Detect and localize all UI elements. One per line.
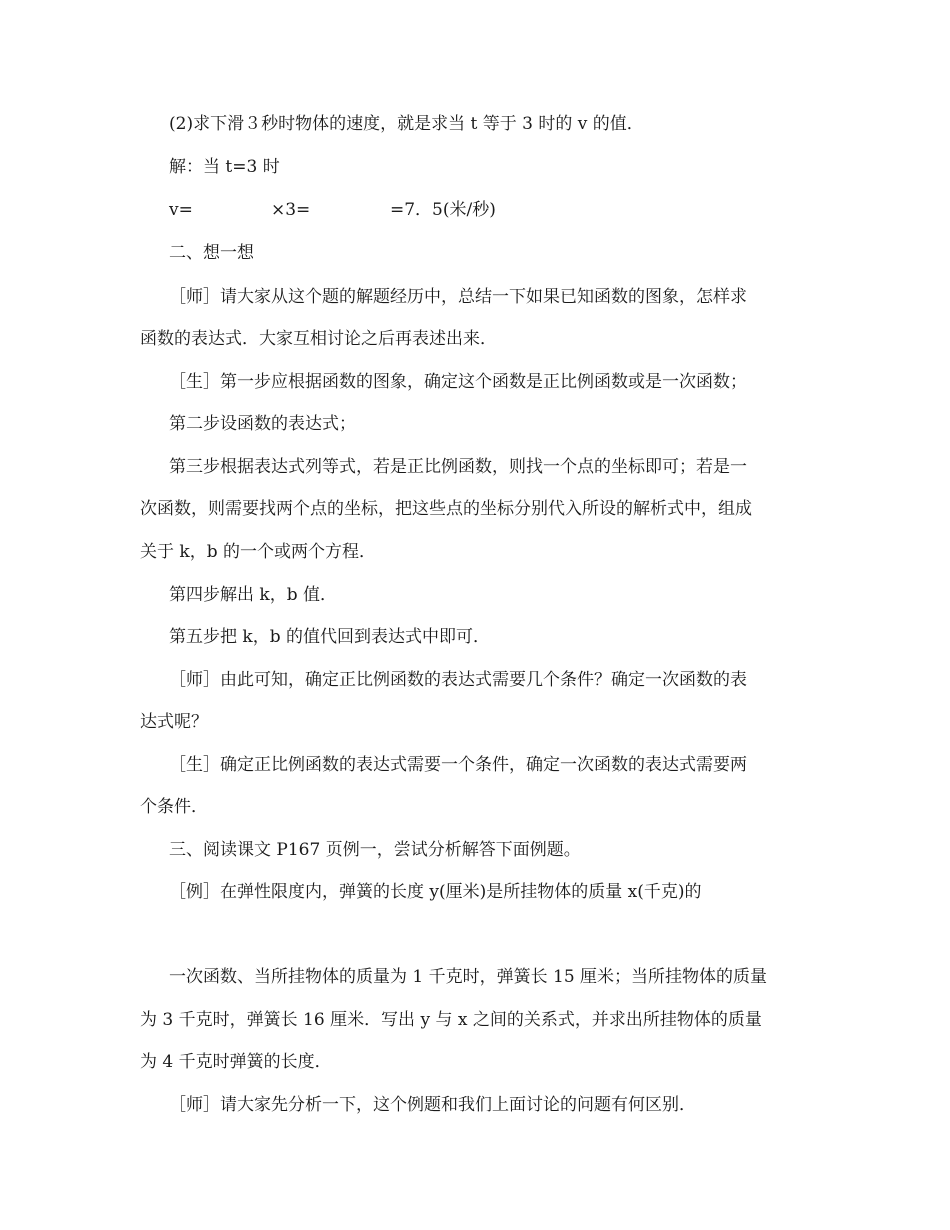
- text-line: ［生］确定正比例函数的表达式需要一个条件，确定一次函数的表达式需要两: [169, 755, 747, 775]
- text-line: 第四步解出 k，b 值．: [169, 585, 337, 605]
- text-line: 为 3 千克时，弹簧长 16 厘米．写出 y 与 x 之间的关系式，并求出所挂物体的质量: [140, 1010, 762, 1030]
- text-line: 第五步把 k，b 的值代回到表达式中即可．: [169, 627, 490, 647]
- text-line: 达式呢？: [140, 712, 208, 732]
- text-line: ［师］请大家先分析一下，这个例题和我们上面讨论的问题有何区别．: [169, 1095, 696, 1115]
- text-line: 第三步根据表达式列等式，若是正比例函数，则找一个点的坐标即可；若是一: [169, 457, 747, 477]
- text-line: 关于 k，b 的一个或两个方程．: [140, 542, 376, 562]
- text-line: ［师］由此可知，确定正比例函数的表达式需要几个条件？确定一次函数的表: [169, 670, 747, 690]
- text-line: 解：当 t=3 时: [169, 157, 280, 177]
- text-line: 函数的表达式．大家互相讨论之后再表述出来．: [140, 329, 497, 349]
- text-line: (2)求下滑３秒时物体的速度，就是求当 t 等于 3 时的 v 的值．: [169, 114, 644, 134]
- formula-v: v=: [169, 200, 193, 220]
- text-line: 次函数，则需要找两个点的坐标，把这些点的坐标分别代入所设的解析式中，组成: [140, 499, 752, 519]
- formula-result: =7．5(米/秒): [390, 200, 496, 220]
- text-line: 为 4 千克时弹簧的长度．: [140, 1052, 332, 1072]
- text-line: 第二步设函数的表达式；: [169, 414, 356, 434]
- formula-times: ×3=: [271, 200, 311, 220]
- section-heading: 三、阅读课文 P167 页例一，尝试分析解答下面例题。: [169, 840, 581, 860]
- text-line: ［师］请大家从这个题的解题经历中，总结一下如果已知函数的图象，怎样求: [169, 287, 747, 307]
- text-line: 个条件．: [140, 797, 208, 817]
- text-line: ［生］第一步应根据函数的图象，确定这个函数是正比例函数或是一次函数；: [169, 372, 747, 392]
- section-heading: 二、想一想: [169, 243, 254, 263]
- text-line: 一次函数、当所挂物体的质量为 1 千克时，弹簧长 15 厘米；当所挂物体的质量: [169, 967, 768, 987]
- text-line: ［例］在弹性限度内，弹簧的长度 y(厘米)是所挂物体的质量 x(千克)的: [169, 882, 702, 902]
